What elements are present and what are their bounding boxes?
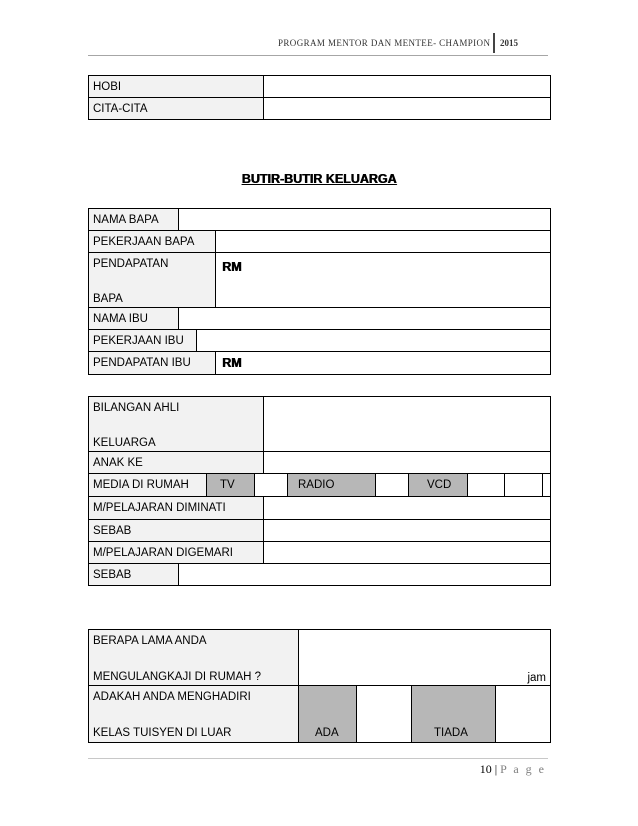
section-title: BUTIR-BUTIR KELUARGA — [241, 172, 397, 186]
vcd-label: VCD — [409, 474, 468, 497]
lama-field[interactable] — [299, 630, 551, 687]
footer-line — [88, 758, 548, 759]
hobi-field[interactable] — [264, 76, 551, 98]
radio-checkbox[interactable] — [376, 474, 409, 497]
lama-label — [89, 630, 299, 687]
tiada-checkbox[interactable] — [496, 686, 551, 743]
bilangan-ahli-label — [89, 397, 264, 453]
page-separator: | — [494, 762, 498, 776]
sebab1-label: SEBAB — [89, 520, 264, 542]
pekerjaan-bapa-row — [88, 230, 551, 253]
cita-cita-field[interactable] — [264, 98, 551, 120]
anak-ke-label: ANAK KE — [89, 452, 264, 474]
ada-label: ADA — [299, 686, 357, 743]
tuisyen-label — [89, 686, 299, 743]
ada-checkbox[interactable] — [357, 686, 412, 743]
pendapatan-bapa-label — [89, 253, 216, 309]
anak-ke-field[interactable] — [264, 452, 551, 474]
jam-label: jam — [527, 672, 546, 684]
page-number — [480, 762, 546, 777]
nama-bapa-row — [88, 208, 551, 231]
cita-cita-label: CITA-CITA — [89, 98, 264, 120]
subjek-diminati-label: M/PELAJARAN DIMINATI — [89, 497, 264, 520]
pendapatan-bapa-row — [88, 252, 551, 309]
pendapatan-ibu-label: PENDAPATAN IBU — [89, 352, 216, 375]
media-extra-cell-1[interactable] — [505, 474, 543, 497]
sebab2-label: SEBAB — [89, 564, 179, 586]
anak-ke-row — [88, 451, 551, 474]
sebab2-field[interactable] — [179, 564, 551, 586]
sebab2-row — [88, 563, 551, 586]
pekerjaan-ibu-label: PEKERJAAN IBU — [89, 330, 197, 352]
sebab1-field[interactable] — [264, 520, 551, 542]
pekerjaan-bapa-label: PEKERJAAN BAPA — [89, 231, 216, 253]
nama-bapa-field[interactable] — [179, 209, 551, 231]
subjek-digemari-row — [88, 541, 551, 564]
tuisyen-line2: KELAS TUISYEN DI LUAR — [93, 727, 232, 739]
lama-row — [88, 629, 551, 687]
pekerjaan-bapa-field[interactable] — [216, 231, 551, 253]
subjek-digemari-field[interactable] — [264, 542, 551, 564]
rm-bapa: RM — [222, 260, 242, 274]
media-row — [88, 473, 551, 497]
pendapatan-bapa-line2: BAPA — [93, 293, 123, 305]
rm-ibu: RM — [222, 356, 242, 370]
tv-checkbox[interactable] — [255, 474, 288, 497]
pendapatan-bapa-line1: PENDAPATAN — [93, 258, 169, 270]
nama-ibu-row — [88, 307, 551, 330]
hobi-label: HOBI — [89, 76, 264, 98]
subjek-diminati-field[interactable] — [264, 497, 551, 520]
header-divider — [493, 33, 495, 53]
nama-bapa-label: NAMA BAPA — [89, 209, 179, 231]
nama-ibu-label: NAMA IBU — [89, 308, 179, 330]
header-underline — [88, 55, 548, 56]
nama-ibu-field[interactable] — [179, 308, 551, 330]
subjek-diminati-row — [88, 496, 551, 520]
lama-line1: BERAPA LAMA ANDA — [93, 635, 207, 647]
pendapatan-bapa-field[interactable] — [216, 253, 551, 309]
hobby-table — [88, 75, 551, 120]
sebab1-row — [88, 519, 551, 542]
tiada-label: TIADA — [412, 686, 496, 743]
media-extra-cell-2[interactable] — [543, 474, 551, 497]
lama-line2: MENGULANGKAJI DI RUMAH ? — [93, 671, 262, 683]
bilangan-line2: KELUARGA — [93, 437, 156, 449]
tv-label: TV — [207, 474, 255, 497]
header-title: PROGRAM MENTOR DAN MENTEE- CHAMPION — [278, 38, 491, 48]
pekerjaan-ibu-row — [88, 329, 551, 352]
pendapatan-ibu-field[interactable] — [216, 352, 551, 375]
media-label: MEDIA DI RUMAH — [89, 474, 207, 497]
pendapatan-ibu-row — [88, 351, 551, 375]
header-year: 2015 — [500, 38, 518, 48]
bilangan-row — [88, 396, 551, 453]
page-word: P a g e — [500, 762, 546, 776]
page-number-value: 10 — [479, 762, 492, 776]
subjek-digemari-label: M/PELAJARAN DIGEMARI — [89, 542, 264, 564]
bilangan-line1: BILANGAN AHLI — [93, 402, 180, 414]
vcd-checkbox[interactable] — [468, 474, 505, 497]
tuisyen-line1: ADAKAH ANDA MENGHADIRI — [93, 691, 251, 703]
tuisyen-row — [88, 685, 551, 743]
radio-label: RADIO — [288, 474, 376, 497]
bilangan-ahli-field[interactable] — [264, 397, 551, 453]
pekerjaan-ibu-field[interactable] — [197, 330, 551, 352]
